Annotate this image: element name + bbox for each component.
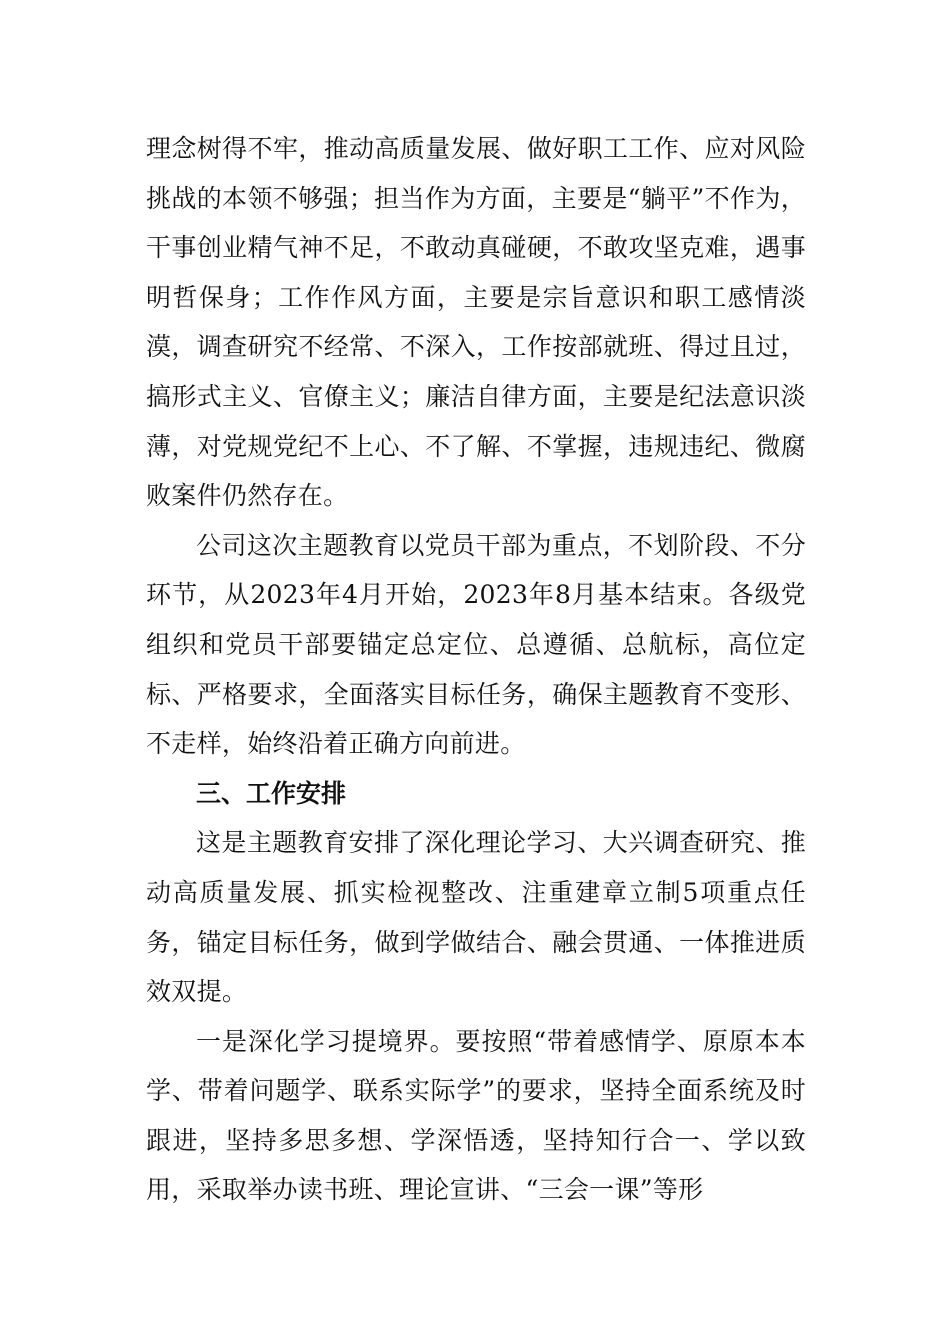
section-heading-work-arrangement: 三、工作安排 (196, 778, 347, 808)
body-paragraph-tasks: 这是主题教育安排了深化理论学习、大兴调查研究、推动高质量发展、抓实检视整改、注重建章立制5项重点任务，锚定目标任务，做到学做结合、融会贯通、一体推进质效双提。 (146, 828, 806, 1007)
document-page (146, 124, 806, 1215)
body-paragraph-study: 一是深化学习提境界。要按照“带着感情学、原原本本学、带着问题学、联系实际学”的要求，坚持全面系统及时跟进，坚持多思多想、学深悟透，坚持知行合一、学以致用，采取举办读书班、理论宣讲、“三会一课”等形 (146, 1026, 806, 1205)
body-paragraph-continuation: 理念树得不牢，推动高质量发展、做好职工工作、应对风险挑战的本领不够强；担当作为方面，主要是“躺平”不作为，干事创业精气神不足，不敢动真碰硬，不敢攻坚克难，遇事明哲保身；工作作风方面，主要是宗旨意识和职工感情淡漠，调查研究不经常、不深入，工作按部就班、得过且过，搞形式主义、官僚主义；廉洁自律方面，主要是纪法意识淡薄，对党规党纪不上心、不了解、不掌握，违规违纪、微腐败案件仍然存在。 (146, 134, 806, 511)
body-paragraph-schedule: 公司这次主题教育以党员干部为重点，不划阶段、不分环节，从2023年4月开始，2023年8月基本结束。各级党组织和党员干部要锚定总定位、总遵循、总航标，高位定标、严格要求，全面落实目标任务，确保主题教育不变形、不走样，始终沿着正确方向前进。 (146, 530, 806, 759)
